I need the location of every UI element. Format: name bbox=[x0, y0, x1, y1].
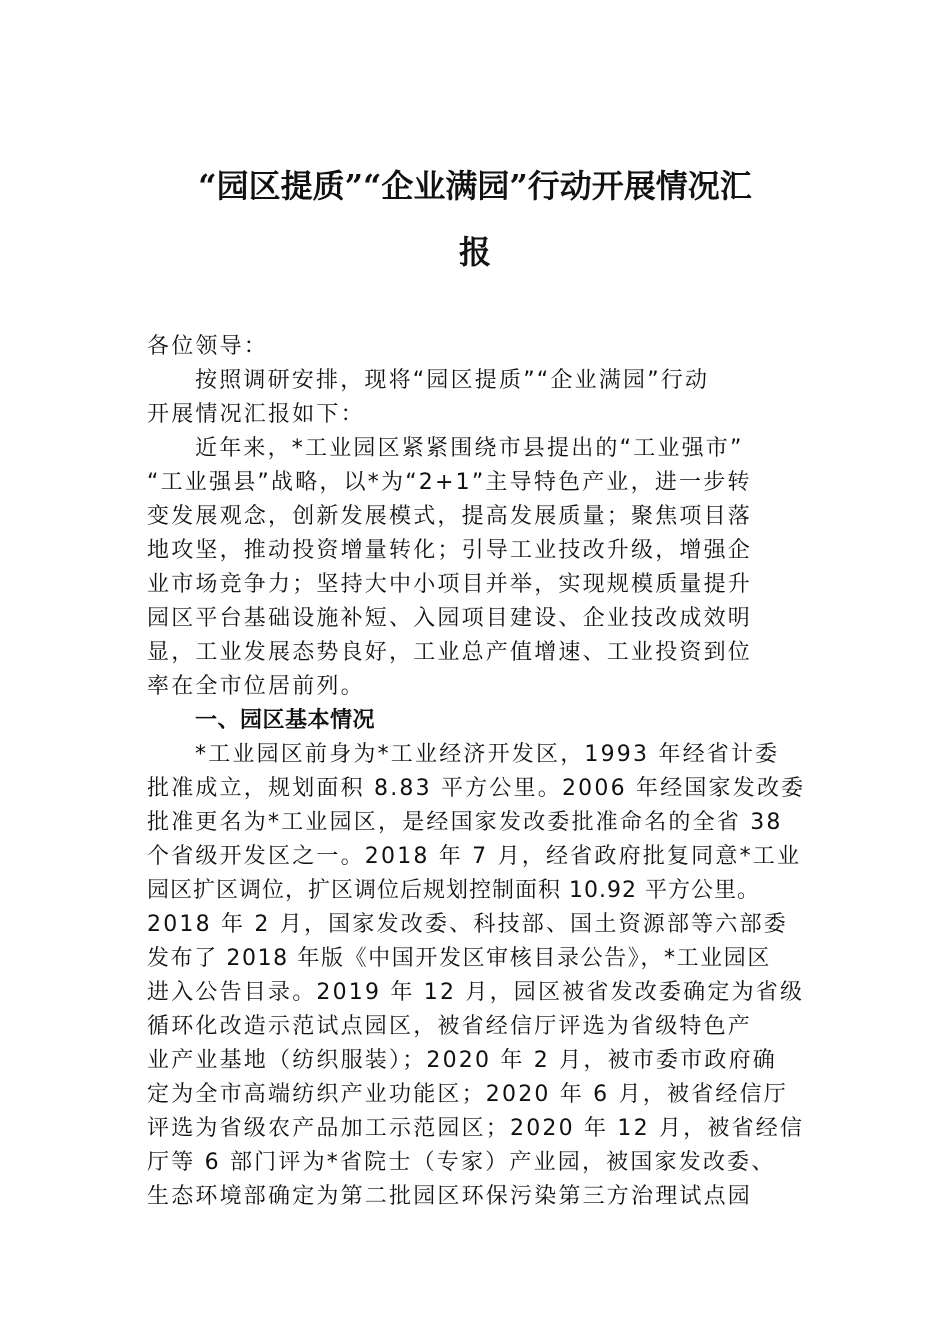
body-line: 开展情况汇报如下： bbox=[147, 402, 365, 427]
body-line: *工业园区前身为*工业经济开发区，1993 年经省计委 bbox=[195, 742, 780, 767]
body-line: 定为全市高端纺织产业功能区；2020 年 6 月，被省经信厅 bbox=[147, 1082, 788, 1107]
body-line: 园区扩区调位，扩区调位后规划控制面积 10.92 平方公里。 bbox=[147, 878, 760, 903]
body-line: 业产业基地（纺织服装）；2020 年 2 月，被市委市政府确 bbox=[147, 1048, 777, 1073]
body-line: 变发展观念，创新发展模式，提高发展质量；聚焦项目落 bbox=[147, 504, 753, 529]
section-heading: 一、园区基本情况 bbox=[195, 708, 376, 733]
body-line: 地攻坚，推动投资增量转化；引导工业技改升级，增强企 bbox=[147, 538, 753, 563]
body-line: 发布了 2018 年版《中国开发区审核目录公告》，*工业园区 bbox=[147, 946, 771, 971]
body-line: “工业强县”战略，以*为“2+1”主导特色产业，进一步转 bbox=[147, 470, 752, 495]
body-line: 园区平台基础设施补短、入园项目建设、企业技改成效明 bbox=[147, 606, 753, 631]
body-line: 生态环境部确定为第二批园区环保污染第三方治理试点园 bbox=[147, 1184, 753, 1209]
document-title-line-2: 报 bbox=[458, 233, 491, 271]
document-title-line-1: “园区提质”“企业满园”行动开展情况汇 bbox=[198, 167, 752, 205]
body-line: 批准成立，规划面积 8.83 平方公里。2006 年经国家发改委 bbox=[147, 776, 806, 801]
body-line: 2018 年 2 月，国家发改委、科技部、国土资源部等六部委 bbox=[147, 912, 788, 937]
body-line: 个省级开发区之一。2018 年 7 月，经省政府批复同意*工业 bbox=[147, 844, 802, 869]
body-line: 显，工业发展态势良好，工业总产值增速、工业投资到位 bbox=[147, 640, 753, 665]
body-line: 循环化改造示范试点园区，被省经信厅评选为省级特色产 bbox=[147, 1014, 753, 1039]
body-line: 近年来，*工业园区紧紧围绕市县提出的“工业强市” bbox=[195, 436, 744, 461]
salutation: 各位领导： bbox=[147, 334, 269, 359]
body-line: 业市场竞争力；坚持大中小项目并举，实现规模质量提升 bbox=[147, 572, 753, 597]
body-line: 厅等 6 部门评为*省院士（专家）产业园，被国家发改委、 bbox=[147, 1150, 776, 1175]
body-line: 率在全市位居前列。 bbox=[147, 674, 365, 699]
body-line: 批准更名为*工业园区，是经国家发改委批准命名的全省 38 bbox=[147, 810, 783, 835]
body-line: 进入公告目录。2019 年 12 月，园区被省发改委确定为省级 bbox=[147, 980, 805, 1005]
body-line: 评选为省级农产品加工示范园区；2020 年 12 月，被省经信 bbox=[147, 1116, 805, 1141]
body-line: 按照调研安排，现将“园区提质”“企业满园”行动 bbox=[195, 368, 710, 393]
